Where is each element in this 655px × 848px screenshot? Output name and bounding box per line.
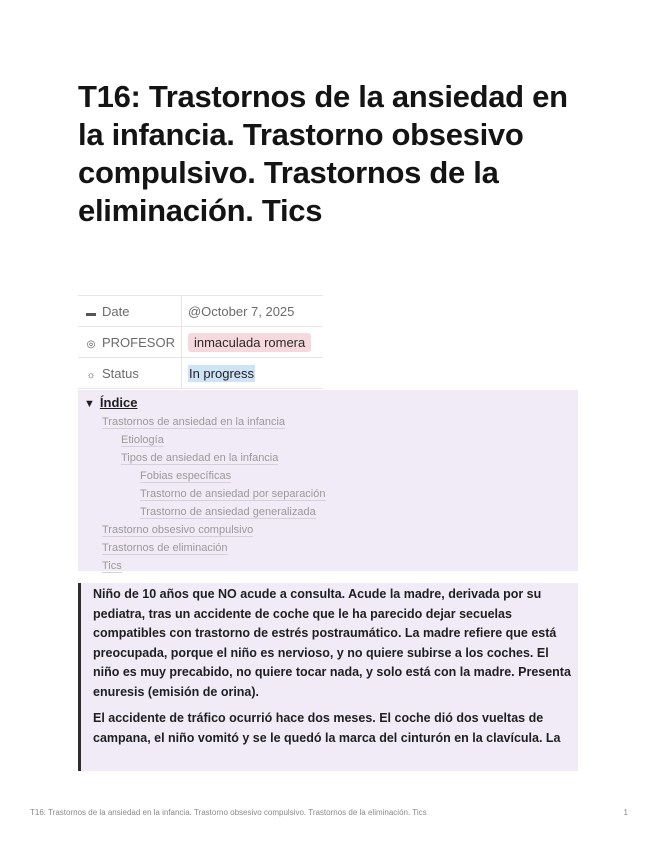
calendar-icon: ▬ <box>86 307 96 319</box>
toc-link[interactable] <box>84 539 578 557</box>
property-value-status[interactable] <box>181 358 323 389</box>
toc-link-text[interactable]: Etiología <box>121 434 164 446</box>
page-number: 1 <box>623 808 628 817</box>
footer-title: T16: Trastornos de la ansiedad en la infancia. Trastorno obsesivo compulsivo. Trastornos de la eliminación. Tics <box>30 808 427 817</box>
toc-link-text[interactable]: Trastorno obsesivo compulsivo <box>102 524 254 536</box>
date-value: @October 7, 2025 <box>187 303 295 319</box>
toc-link-text[interactable]: Trastornos de ansiedad en la infancia <box>102 416 286 428</box>
property-label-text: Date <box>102 303 130 319</box>
table-of-contents <box>78 390 578 571</box>
toc-link[interactable] <box>84 521 578 539</box>
case-quote-block <box>78 583 578 771</box>
page-footer <box>30 808 628 817</box>
status-tag: In progress <box>188 365 255 381</box>
toc-link[interactable] <box>84 413 578 431</box>
property-label-status <box>78 358 181 389</box>
property-label-date <box>78 296 181 327</box>
sun-icon: ☼ <box>86 369 96 381</box>
property-row-status[interactable] <box>78 358 323 389</box>
toc-link[interactable] <box>84 503 578 521</box>
toc-link[interactable] <box>84 485 578 503</box>
toc-link-text[interactable]: Trastorno de ansiedad generalizada <box>140 506 316 518</box>
toc-link[interactable] <box>84 431 578 449</box>
toc-toggle[interactable] <box>84 394 578 413</box>
toc-link-text[interactable]: Trastorno de ansiedad por separación <box>140 488 326 500</box>
toc-link[interactable] <box>84 449 578 467</box>
target-icon: ◎ <box>86 338 96 350</box>
property-row-date[interactable] <box>78 296 323 327</box>
toc-link-text[interactable]: Trastornos de eliminación <box>102 542 228 554</box>
toc-link-text[interactable]: Tipos de ansiedad en la infancia <box>121 452 279 464</box>
toc-heading[interactable]: Índice <box>99 395 138 410</box>
quote-paragraph: Niño de 10 años que NO acude a consulta. Acude la madre, derivada por su pediatra, tras un accidente de coche que le ha parecido dejar secuelas compatibles con trastorno de estrés postraumático. La madre refiere que está preocupada, porque el niño es nervioso, y no quiere subirse a los coches. El niño es muy precabido, no quiere tocar nada, y solo está con la madre. Presenta enuresis (emisión de orina). <box>93 587 571 699</box>
properties-table <box>78 295 323 389</box>
property-value-date[interactable] <box>181 296 323 327</box>
property-row-profesor[interactable] <box>78 327 323 358</box>
toc-link-text[interactable]: Fobias específicas <box>140 470 232 482</box>
property-label-profesor <box>78 327 181 358</box>
property-value-profesor[interactable] <box>181 327 323 358</box>
property-label-text: PROFESOR <box>102 334 175 350</box>
toc-link-text[interactable]: Tics <box>102 560 122 572</box>
toc-link[interactable] <box>84 557 578 575</box>
triangle-down-icon[interactable]: ▼ <box>84 398 95 410</box>
quote-paragraph: El accidente de tráfico ocurrió hace dos meses. El coche dió dos vueltas de campana, el niño vomitó y se le quedó la marca del cinturón en la clavícula. La <box>93 711 561 745</box>
profesor-tag: inmaculada romera <box>188 333 311 352</box>
page-title: T16: Trastornos de la ansiedad en la infancia. Trastorno obsesivo compulsivo. Trastornos de la eliminación. Tics <box>78 79 568 228</box>
property-label-text: Status <box>102 365 139 381</box>
toc-link[interactable] <box>84 467 578 485</box>
